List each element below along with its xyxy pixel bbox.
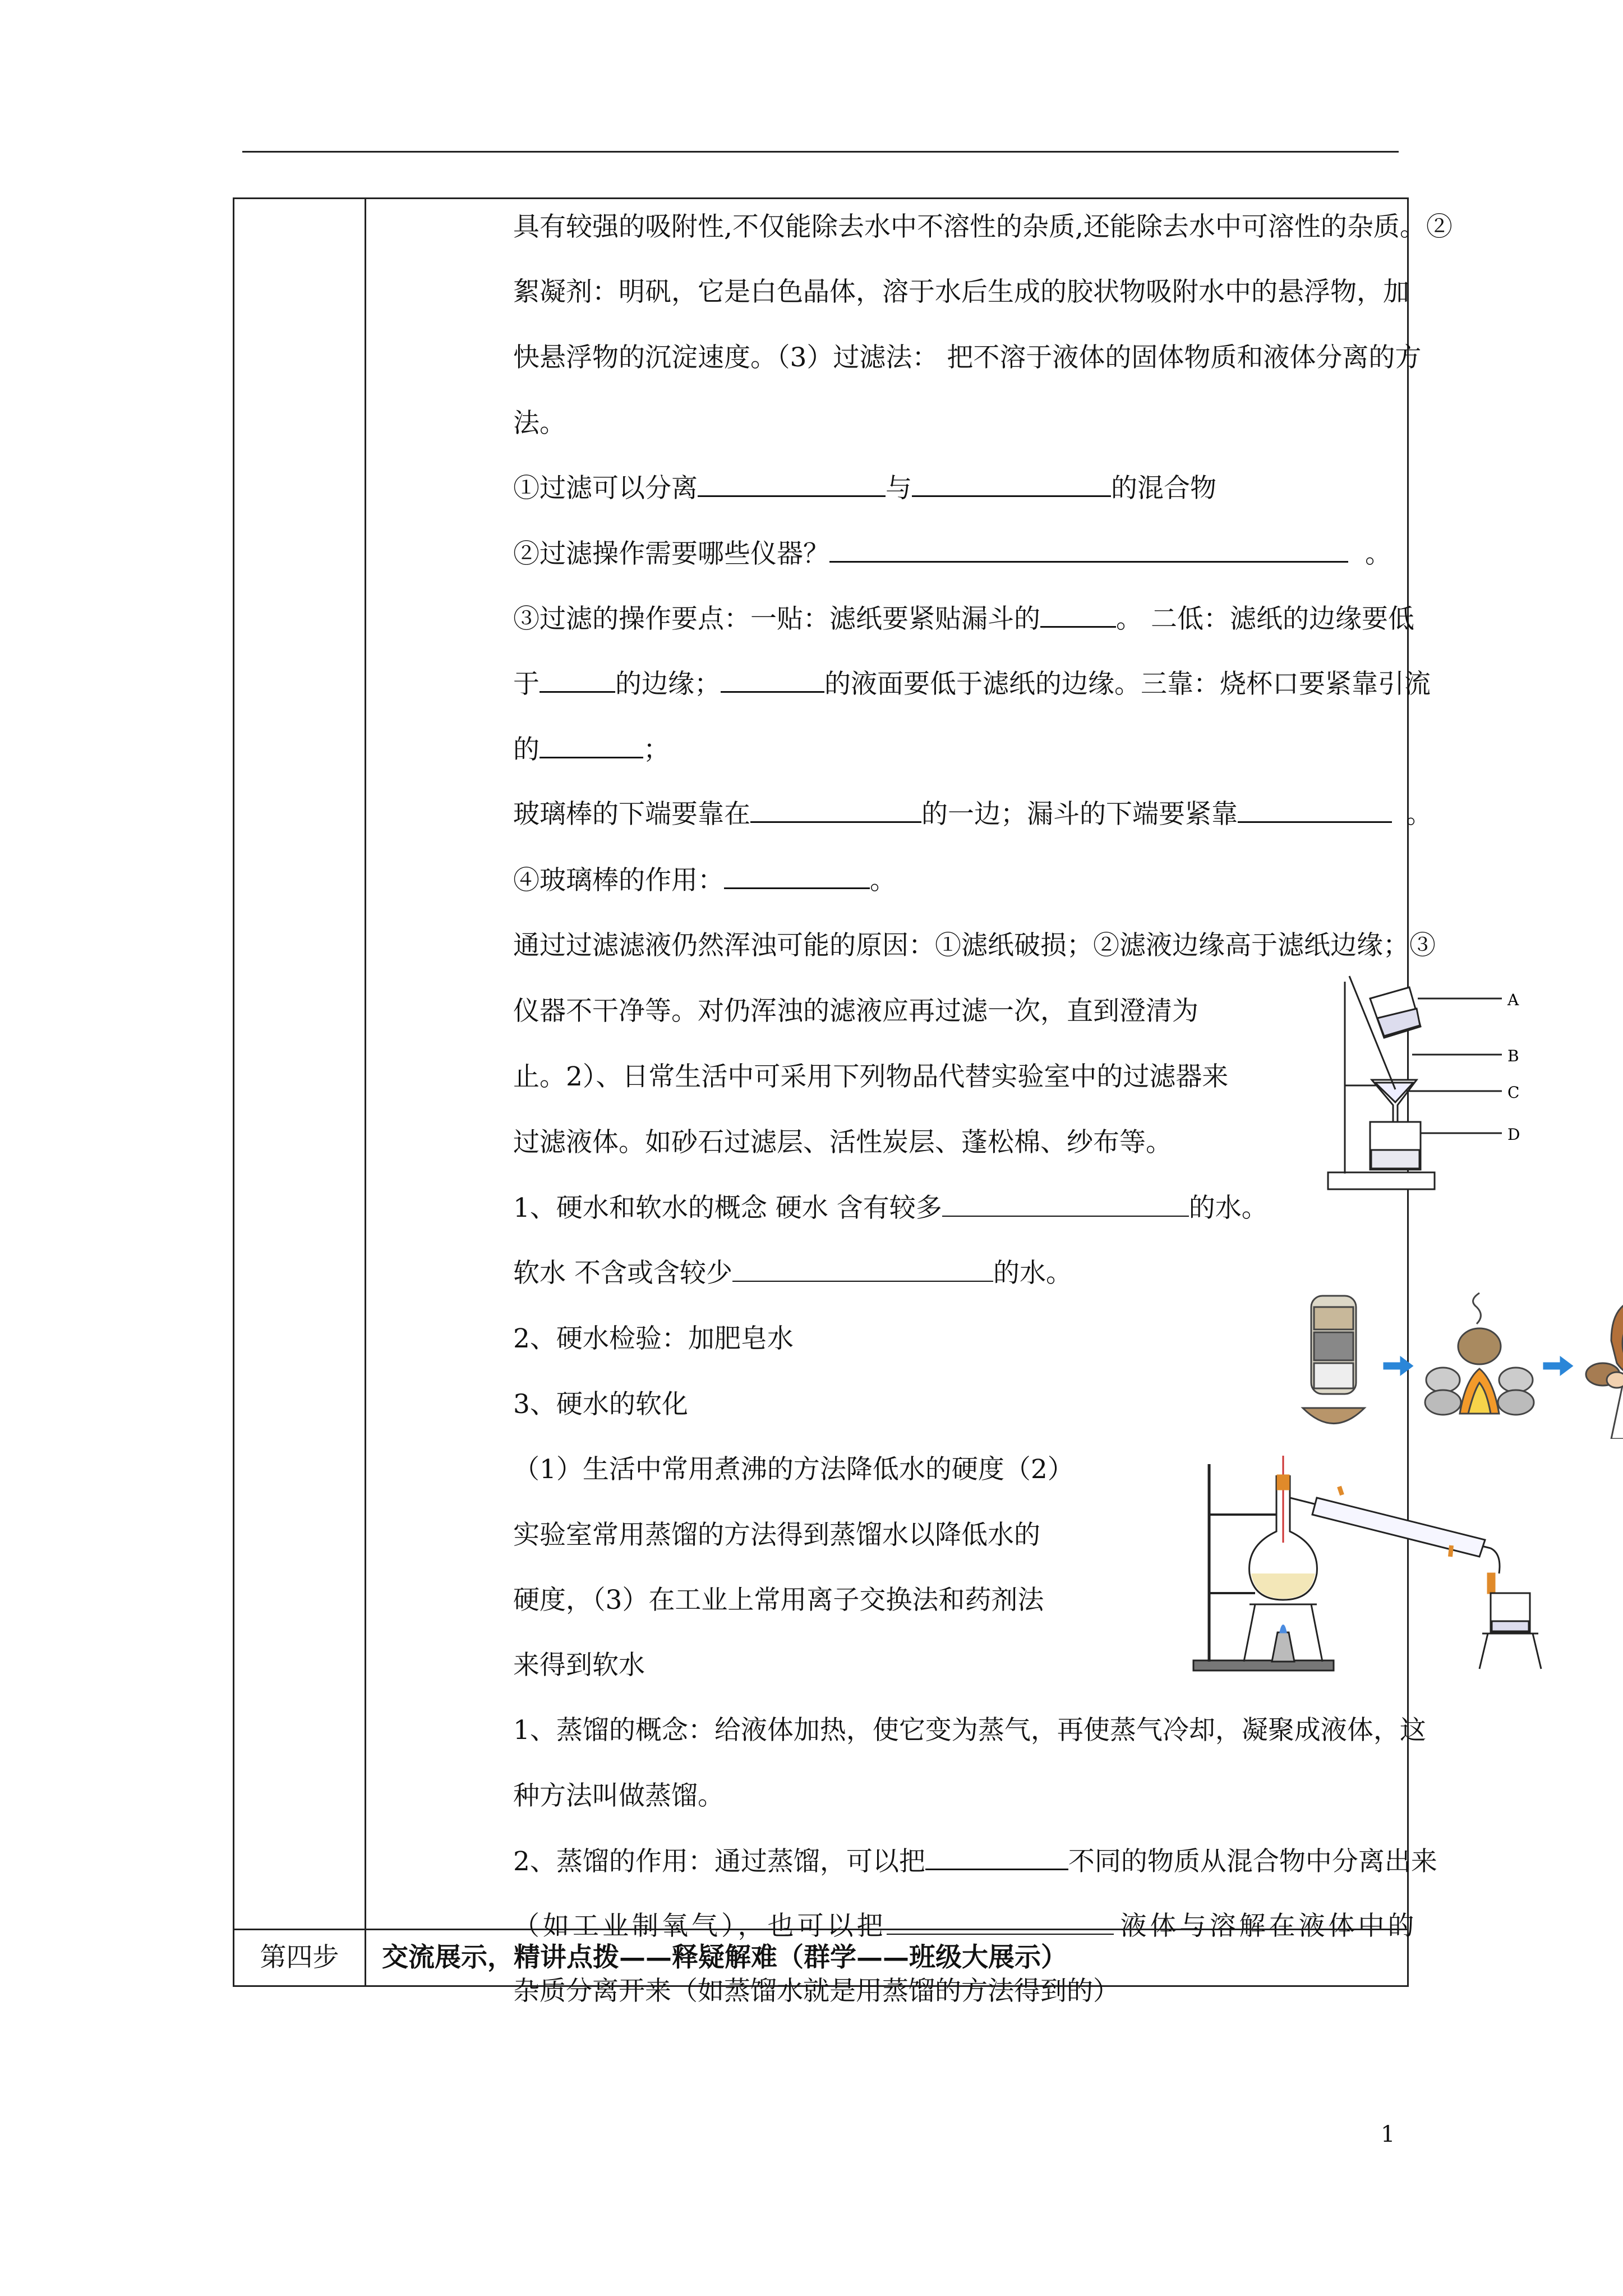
line-text: 的水。 [993,1258,1072,1289]
answer-blank[interactable] [750,799,921,823]
step-label: 第四步 [234,1930,366,1986]
line-text: 。 [870,865,896,896]
text-line: 具有较强的吸附性,不仅能除去水中不溶性的杂质,还能除去水中可溶性的杂质。② [513,211,1453,242]
text-line: 实验室常用蒸馏的方法得到蒸馏水以降低水的 [513,1520,1040,1550]
line-text: 的水。 [1188,1193,1268,1223]
line-text: 2、蒸馏的作用：通过蒸馏，可以把 [513,1846,925,1877]
line-text: 的混合物 [1111,473,1216,504]
text-line: 法。 [513,408,566,439]
line-text: 软水 不含或含较少 [513,1258,732,1289]
text-line [513,734,670,766]
line-text: 于 [513,669,540,700]
line-text: 的液面要低于滤纸的边缘。三靠：烧杯口要紧靠引流 [824,669,1431,700]
line-text: ①过滤可以分离 [513,473,698,504]
answer-blank[interactable] [721,669,824,693]
text-line: 过滤液体。如砂石过滤层、活性炭层、蓬松棉、纱布等。 [513,1127,1172,1158]
answer-blank[interactable] [942,1193,1189,1217]
text-line [513,538,1391,570]
step-title: 交流展示，精讲点拨——释疑解难（群学——班级大展示） [366,1930,1408,1986]
answer-blank[interactable] [829,539,1348,563]
text-line [513,1846,1437,1878]
line-text: 液体与溶解在液体中的 [1120,1911,1418,1941]
answer-blank[interactable] [732,1258,993,1282]
text-line: 硬度，（3）在工业上常用离子交换法和药剂法 [513,1585,1044,1616]
line-text: 的 [513,734,540,765]
text-line: 通过过滤滤液仍然浑浊可能的原因：①滤纸破损；②滤液边缘高于滤纸边缘；③ [513,930,1436,961]
figure-label-a: A [1507,991,1519,1009]
text-line: 止。2）、日常生活中可采用下列物品代替实验室中的过滤器来 [513,1061,1229,1092]
answer-blank[interactable] [698,473,886,497]
filtration-apparatus-figure [1317,965,1541,1200]
answer-blank[interactable] [540,734,643,758]
text-line: 2、硬水检验：加肥皂水 [513,1323,794,1354]
text-line [513,1192,1268,1225]
text-line: 3、硬水的软化 [513,1389,688,1420]
text-line: （1）生活中常用煮沸的方法降低水的硬度（2） [513,1454,1074,1485]
line-text: 不同的物质从混合物中分离出来 [1068,1846,1437,1877]
text-line [513,603,1414,636]
line-text: ④玻璃棒的作用： [513,865,724,896]
figure-label-d: D [1507,1125,1520,1144]
text-line: 快悬浮物的沉淀速度。（3）过滤法： 把不溶于液体的固体物质和液体分离的方 [513,342,1422,373]
line-text: 的边缘； [615,669,721,700]
answer-blank[interactable] [1040,604,1116,628]
text-line [513,668,1431,701]
answer-blank[interactable] [887,1911,1114,1935]
text-line [513,1257,1072,1290]
distillation-apparatus-figure [1188,1453,1544,1677]
answer-blank[interactable] [912,473,1111,497]
text-line: 仪器不干净等。对仍浑浊的滤液应再过滤一次，直到澄清为 [513,996,1198,1027]
line-text: ③过滤的操作要点：一贴：滤纸要紧贴漏斗的 [513,604,1040,634]
worksheet-table [233,197,1520,2007]
line-text: （如工业制氧气），也可以把 [513,1911,887,1941]
water-purification-scene-figure [1297,1290,1623,1439]
line-text: 。 [1365,539,1391,569]
text-line: 种方法叫做蒸馏。 [513,1780,724,1811]
line-text: ②过滤操作需要哪些仪器？ [513,539,829,569]
left-column-cell [234,199,366,1930]
header-rule [242,151,1399,153]
text-line [513,1910,1418,1943]
text-line: 絮凝剂：明矾，它是白色晶体，溶于水后生成的胶状物吸附水中的悬浮物，加 [513,277,1409,307]
page-number: 1 [1381,2122,1395,2147]
text-line [513,472,1216,505]
line-text: 的一边；漏斗的下端要紧靠 [921,799,1238,830]
figure-label-b: B [1507,1047,1519,1065]
figure-label-c: C [1507,1083,1520,1102]
answer-blank[interactable] [925,1846,1068,1870]
text-line: 杂质分离开来（如蒸馏水就是用蒸馏的方法得到的） [513,1976,1119,2007]
answer-blank[interactable] [724,865,870,889]
answer-blank[interactable] [540,669,615,693]
text-line [513,798,1432,831]
line-text: 玻璃棒的下端要靠在 [513,799,750,830]
line-text: 与 [886,473,912,504]
answer-blank[interactable] [1238,799,1392,823]
text-line [513,864,896,897]
line-text: 。 [1406,799,1432,830]
text-line: 1、蒸馏的概念：给液体加热，使它变为蒸气，再使蒸气冷却，凝聚成液体，这 [513,1715,1426,1746]
line-text: 1、硬水和软水的概念 硬水 含有较多 [513,1193,942,1223]
line-text: ； [643,734,670,765]
line-text: 。 二低：滤纸的边缘要低 [1116,604,1414,634]
text-line: 来得到软水 [513,1650,645,1681]
